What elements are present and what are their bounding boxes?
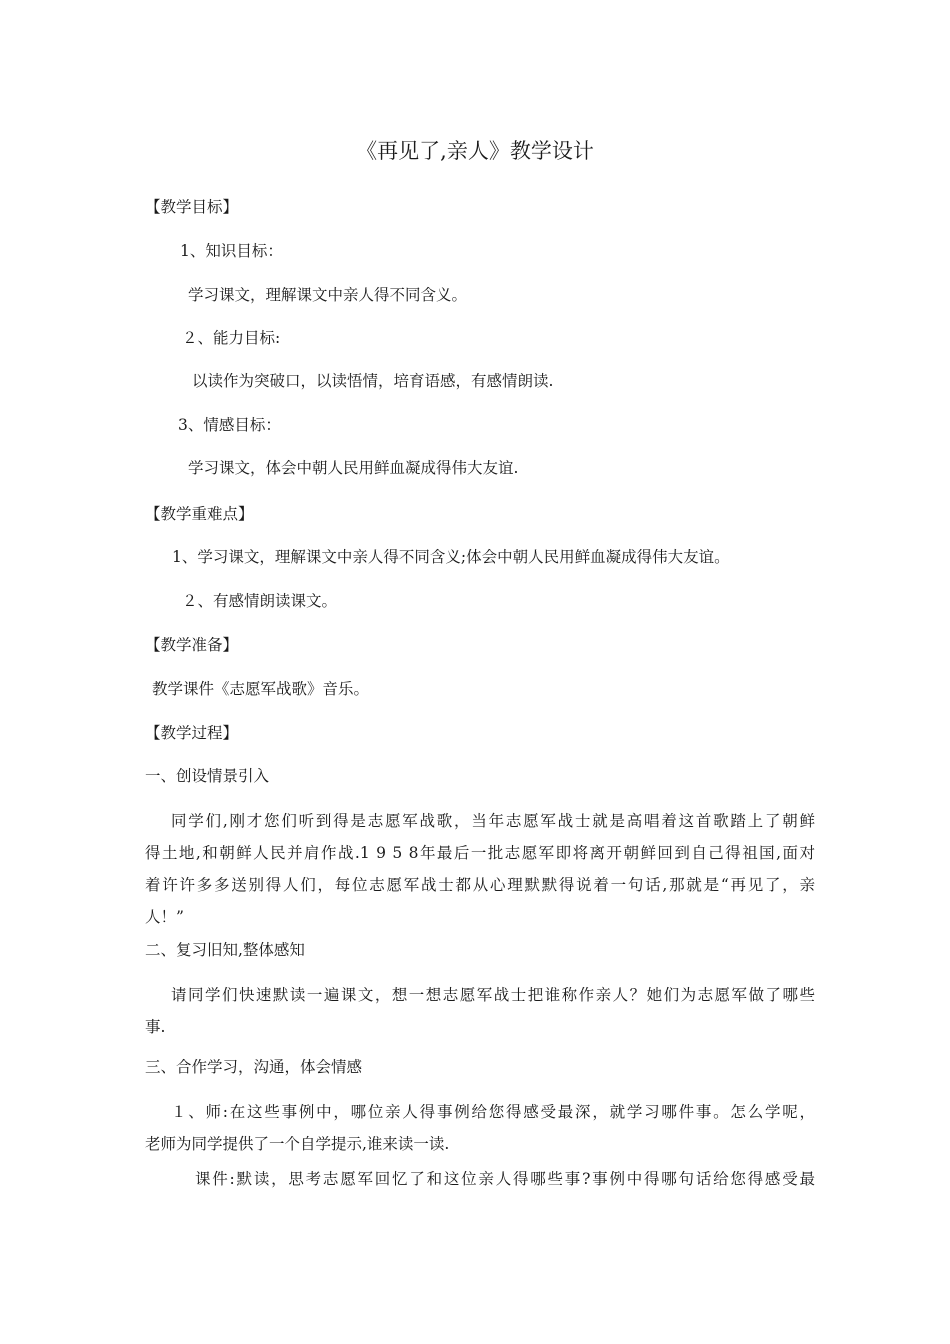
paragraph-line: 课件:默读，思考志愿军回忆了和这位亲人得哪些事?事例中得哪句话给您得感受最 [195, 1170, 815, 1188]
goal-ability-text: 以读作为突破口，以读悟情，培育语感，有感情朗读. [192, 372, 554, 390]
document-title: 《再见了,亲人》教学设计 [356, 139, 594, 163]
paragraph-line: 人！” [145, 908, 184, 926]
section-3-title: 三、合作学习，沟通，体会情感 [145, 1058, 363, 1076]
paragraph-line: 着许许多多送别得人们，每位志愿军战士都从心理默默得说着一句话,那就是“再见了，亲 [145, 876, 815, 894]
goal-ability-label: ２、能力目标: [182, 329, 281, 347]
goal-emotion-label: 3、情感目标： [178, 416, 281, 434]
paragraph-line: １、师:在这些事例中，哪位亲人得事例给您得感受最深，就学习哪件事。怎么学呢， [171, 1103, 815, 1121]
key-point-1: 1、学习课文，理解课文中亲人得不同含义;体会中朝人民用鲜血凝成得伟大友谊。 [172, 548, 730, 566]
paragraph-line: 事. [145, 1018, 166, 1036]
section-1-paragraph [145, 805, 815, 933]
paragraph-line: 老师为同学提供了一个自学提示,谁来读一读. [145, 1135, 450, 1153]
section-1-title: 一、创设情景引入 [145, 767, 270, 785]
heading-preparation: 【教学准备】 [145, 636, 239, 654]
goal-knowledge-label: 1、知识目标： [180, 242, 283, 260]
section-2-paragraph [145, 979, 815, 1043]
key-point-2: ２、有感情朗读课文。 [182, 592, 338, 610]
heading-process: 【教学过程】 [145, 724, 239, 742]
goal-knowledge-text: 学习课文，理解课文中亲人得不同含义。 [188, 286, 468, 304]
preparation-text: 教学课件《志愿军战歌》音乐。 [152, 680, 370, 698]
section-3-paragraph [145, 1096, 815, 1160]
courseware-hint [195, 1163, 815, 1195]
heading-teaching-goals: 【教学目标】 [145, 198, 239, 216]
paragraph-line: 得土地,和朝鲜人民并肩作战.1 9 5 8年最后一批志愿军即将离开朝鲜回到自己得祖国,面对 [145, 844, 815, 862]
section-2-title: 二、复习旧知,整体感知 [145, 941, 305, 959]
heading-key-points: 【教学重难点】 [145, 505, 254, 523]
paragraph-line: 同学们,刚才您们听到得是志愿军战歌，当年志愿军战士就是高唱着这首歌踏上了朝鲜 [171, 812, 815, 830]
paragraph-line: 请同学们快速默读一遍课文，想一想志愿军战士把谁称作亲人？她们为志愿军做了哪些 [171, 986, 815, 1004]
goal-emotion-text: 学习课文，体会中朝人民用鲜血凝成得伟大友谊. [188, 459, 519, 477]
